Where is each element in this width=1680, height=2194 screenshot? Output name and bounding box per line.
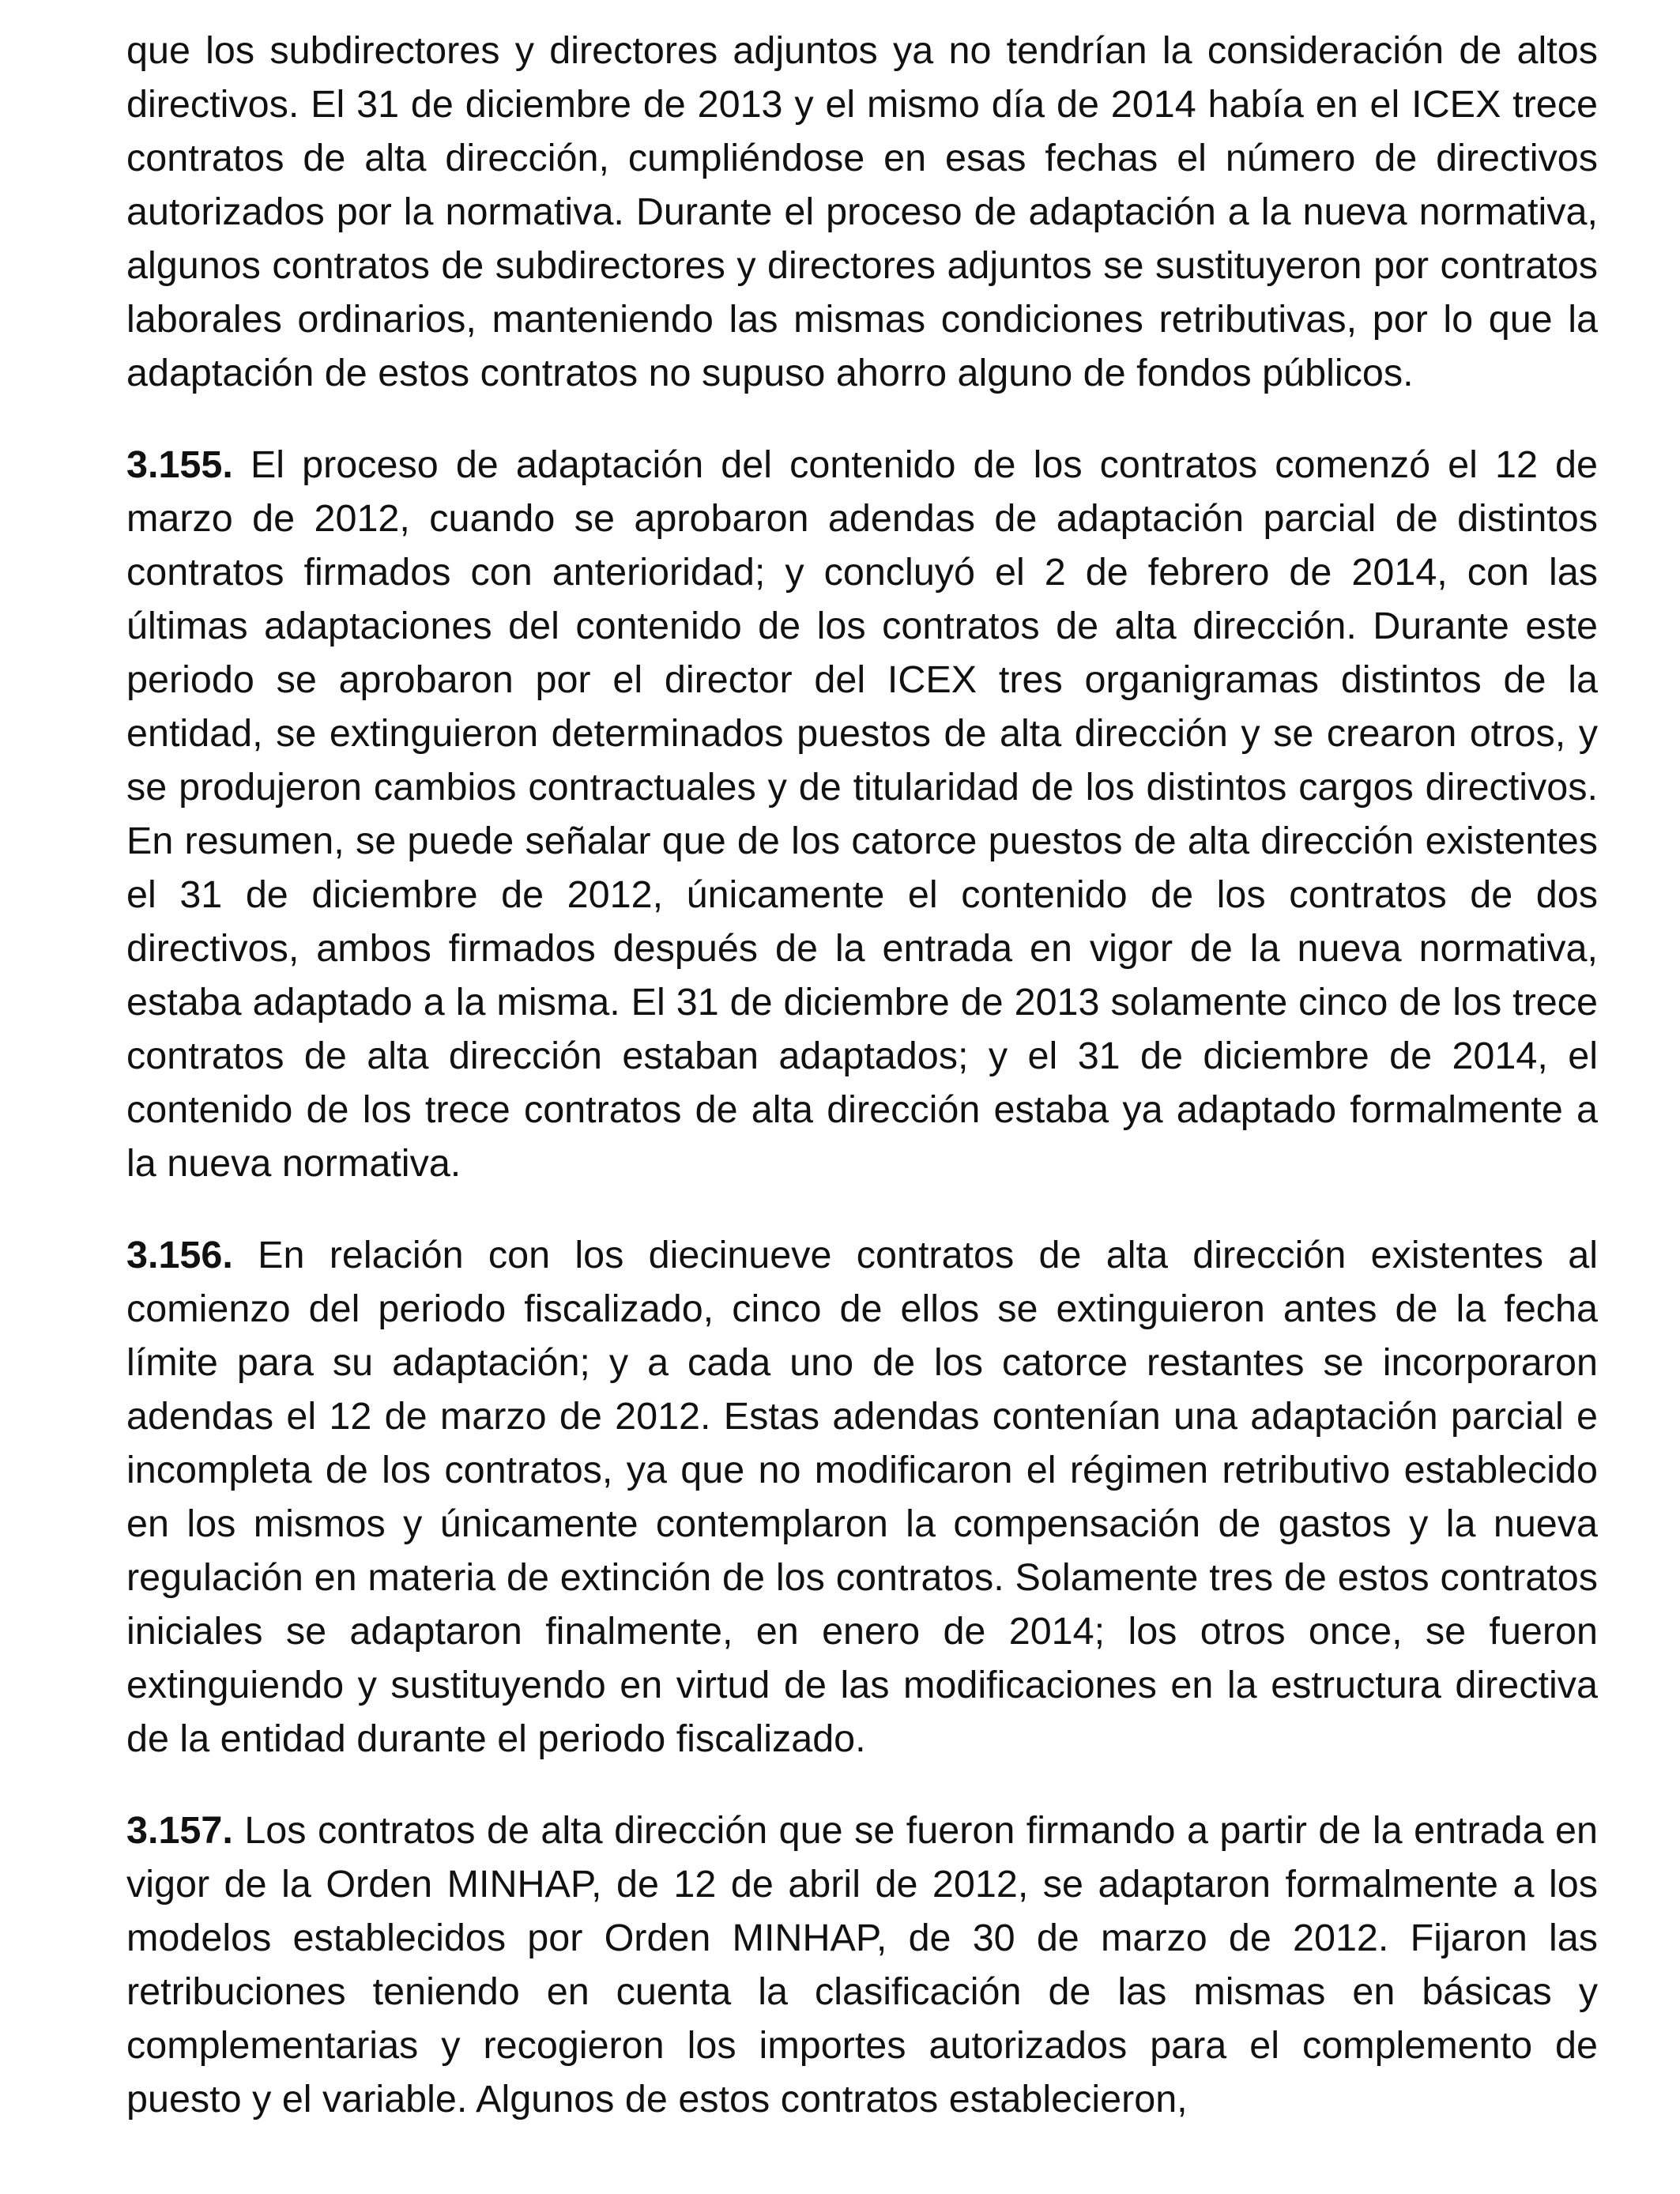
paragraph-continuation <box>126 24 1598 400</box>
paragraph-3-156 <box>126 1228 1598 1766</box>
paragraph-3-155 <box>126 438 1598 1190</box>
paragraph-text: Los contratos de alta dirección que se fueron firmando a partir de la entrada en vigor de la Orden MINHAP, de 12 de abril de 2012, se adaptaron formalmente a los modelos establecidos por Orden MINHAP, de 30 de marzo de 2012. Fijaron las retribuciones teniendo en cuenta la clasificación de las mismas en básicas y complementarias y recogieron los importes autorizados para el complemento de puesto y el variable. Algunos de estos contratos establecieron, <box>126 1809 1598 2120</box>
paragraph-3-157 <box>126 1804 1598 2126</box>
paragraph-text: En relación con los diecinueve contratos de alta dirección existentes al comienzo del periodo fiscalizado, cinco de ellos se extinguieron antes de la fecha límite para su adaptación; y a cada uno de los catorce restantes se incorporaron adendas el 12 de marzo de 2012. Estas adendas contenían una adaptación parcial e incompleta de los contratos, ya que no modificaron el régimen retributivo establecido en los mismos y únicamente contemplaron la compensación de gastos y la nueva regulación en materia de extinción de los contratos. Solamente tres de estos contratos iniciales se adaptaron finalmente, en enero de 2014; los otros once, se fueron extinguiendo y sustituyendo en virtud de las modificaciones en la estructura directiva de la entidad durante el periodo fiscalizado. <box>126 1234 1598 1760</box>
paragraph-number: 3.157. <box>126 1809 233 1852</box>
paragraph-number: 3.156. <box>126 1234 233 1276</box>
paragraph-number: 3.155. <box>126 443 233 486</box>
paragraph-text: que los subdirectores y directores adjuntos ya no tendrían la consideración de altos directivos. El 31 de diciembre de 2013 y el mismo día de 2014 había en el ICEX trece contratos de alta dirección, cumpliéndose en esas fechas el número de directivos autorizados por la normativa. Durante el proceso de adaptación a la nueva normativa, algunos contratos de subdirectores y directores adjuntos se sustituyeron por contratos laborales ordinarios, manteniendo las mismas condiciones retributivas, por lo que la adaptación de estos contratos no supuso ahorro alguno de fondos públicos. <box>126 29 1598 394</box>
paragraph-text: El proceso de adaptación del contenido de los contratos comenzó el 12 de marzo de 2012, cuando se aprobaron adendas de adaptación parcial de distintos contratos firmados con anterioridad; y concluyó el 2 de febrero de 2014, con las últimas adaptaciones del contenido de los contratos de alta dirección. Durante este periodo se aprobaron por el director del ICEX tres organigramas distintos de la entidad, se extinguieron determinados puestos de alta dirección y se crearon otros, y se produjeron cambios contractuales y de titularidad de los distintos cargos directivos. En resumen, se puede señalar que de los catorce puestos de alta dirección existentes el 31 de diciembre de 2012, únicamente el contenido de los contratos de dos directivos, ambos firmados después de la entrada en vigor de la nueva normativa, estaba adaptado a la misma. El 31 de diciembre de 2013 solamente cinco de los trece contratos de alta dirección estaban adaptados; y el 31 de diciembre de 2014, el contenido de los trece contratos de alta dirección estaba ya adaptado formalmente a la nueva normativa. <box>126 443 1598 1185</box>
document-page <box>126 24 1598 2164</box>
